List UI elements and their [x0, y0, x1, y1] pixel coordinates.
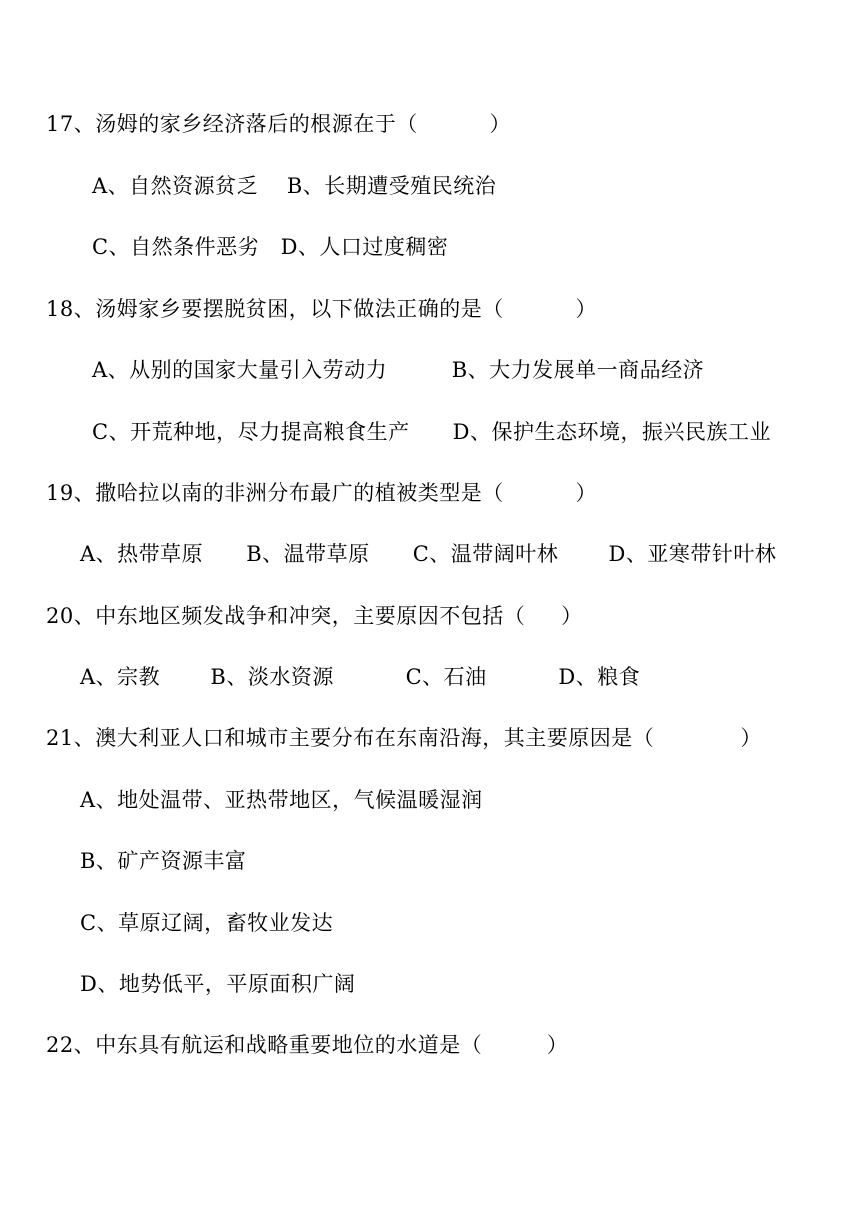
question-17-options-line-2: C、自然条件恶劣 D、人口过度稠密: [92, 235, 449, 259]
question-21-option-a: A、地处温带、亚热带地区，气候温暖湿润: [80, 788, 483, 812]
question-18-options-line-1: A、从别的国家大量引入劳动力 B、大力发展单一商品经济: [92, 358, 705, 382]
question-21-stem: 21、澳大利亚人口和城市主要分布在东南沿海，其主要原因是（ ）: [46, 726, 762, 750]
question-20-options-line-1: A、宗教 B、淡水资源 C、石油 D、粮食: [80, 665, 641, 689]
question-20-stem: 20、中东地区频发战争和冲突，主要原因不包括（ ）: [46, 604, 583, 628]
question-19-options-line-1: A、热带草原 B、温带草原 C、温带阔叶林 D、亚寒带针叶林: [80, 542, 777, 566]
question-18-stem: 18、汤姆家乡要摆脱贫困，以下做法正确的是（ ）: [46, 297, 597, 321]
question-21-option-b: B、矿产资源丰富: [80, 849, 247, 873]
question-17-stem: 17、汤姆的家乡经济落后的根源在于（ ）: [46, 112, 511, 136]
question-21-option-d: D、地势低平，平原面积广阔: [80, 972, 356, 996]
question-21-option-c: C、草原辽阔，畜牧业发达: [80, 911, 334, 935]
question-22-stem: 22、中东具有航运和战略重要地位的水道是（ ）: [46, 1033, 569, 1057]
question-18-options-line-2: C、开荒种地，尽力提高粮食生产 D、保护生态环境，振兴民族工业: [92, 420, 771, 444]
question-17-options-line-1: A、自然资源贫乏 B、长期遭受殖民统治: [92, 174, 497, 198]
question-19-stem: 19、撒哈拉以南的非洲分布最广的植被类型是（ ）: [46, 481, 597, 505]
